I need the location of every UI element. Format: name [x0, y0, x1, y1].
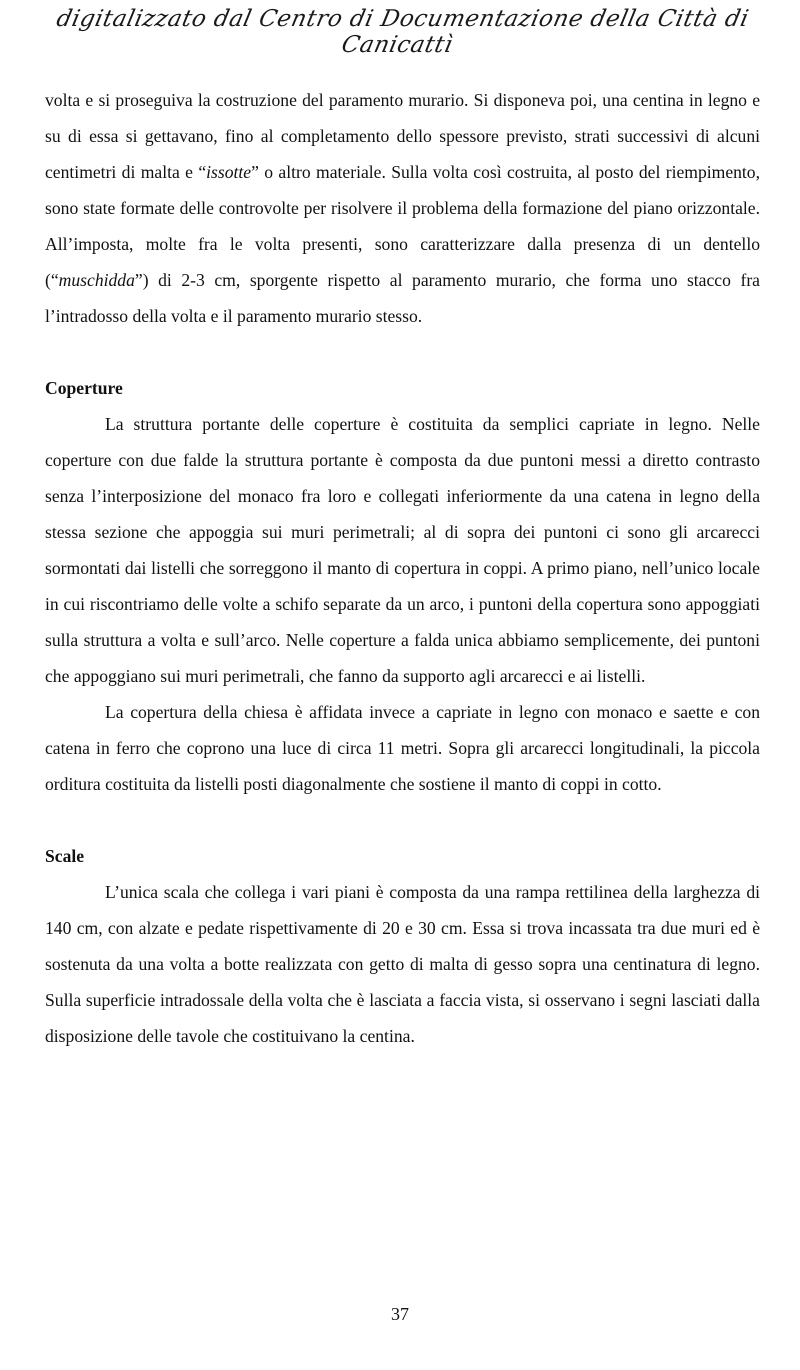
intro-text-part-2: ” o altro materiale. Sulla volta così costruita, al posto del riempimento, sono state formate delle controvolte per risolvere il problema della formazione del piano orizzontale. All’imposta, molte fra le volta presenti, sono caratterizzare dalla presenza di un dentello (“: [45, 162, 761, 290]
muschidda-term: muschidda: [58, 270, 135, 290]
intro-paragraph: [45, 82, 760, 334]
digitization-header: digitalizzato dal Centro di Documentazione della Città di Canicattì: [54, 6, 752, 58]
issotte-term: issotte: [206, 162, 252, 182]
intro-text-part-3: ”) di 2-3 cm, sporgente rispetto al paramento murario, che forma uno stacco fra l’intradosso della volta e il paramento murario stesso.: [45, 270, 760, 326]
section-spacer: [45, 334, 760, 370]
section-spacer: [45, 802, 760, 838]
coperture-heading: Coperture: [45, 378, 123, 398]
coperture-paragraph-1: La struttura portante delle coperture è costituita da semplici capriate in legno. Nelle coperture con due falde la struttura portante è composta da due puntoni messi a diretto contrasto senza l’interposizione del monaco fra loro e collegati inferiormente da una catena in legno della stessa sezione che appoggia sui muri perimetrali; al di sopra dei puntoni ci sono gli arcarecci sormontati dai listelli che sorreggono il manto di copertura in coppi. A primo piano, nell’unico locale in cui riscontriamo delle volte a schifo separate da un arco, i puntoni della copertura sono appoggiati sulla struttura a volta e sull’arco. Nelle coperture a falda unica abbiamo semplicemente, dei puntoni che appoggiano sui muri perimetrali, che fanno da supporto agli arcarecci e ai listelli.: [45, 414, 760, 686]
intro-text-part-1: volta e si proseguiva la costruzione del paramento murario. Si disponeva poi, una centina in legno e su di essa si gettavano, fino al completamento dello spessore previsto, strati successivi di alcuni centimetri di malta e “: [45, 90, 760, 182]
coperture-paragraph-2: La copertura della chiesa è affidata invece a capriate in legno con monaco e saette e con catena in ferro che coprono una luce di circa 11 metri. Sopra gli arcarecci longitudinali, la piccola orditura costituita da listelli posti diagonalmente che sostiene il manto di coppi in cotto.: [45, 702, 760, 794]
document-body: [45, 82, 760, 1054]
page-number: 37: [391, 1304, 409, 1324]
scale-heading: Scale: [45, 846, 85, 866]
scale-paragraph: L’unica scala che collega i vari piani è composta da una rampa rettilinea della larghezza di 140 cm, con alzate e pedate rispettivamente di 20 e 30 cm. Essa si trova incassata tra due muri ed è sostenuta da una volta a botte realizzata con getto di malta di gesso sopra una centinatura di legno. Sulla superficie intradossale della volta che è lasciata a faccia vista, si osservano i segni lasciati dalla disposizione delle tavole che costituivano la centina.: [45, 882, 760, 1046]
